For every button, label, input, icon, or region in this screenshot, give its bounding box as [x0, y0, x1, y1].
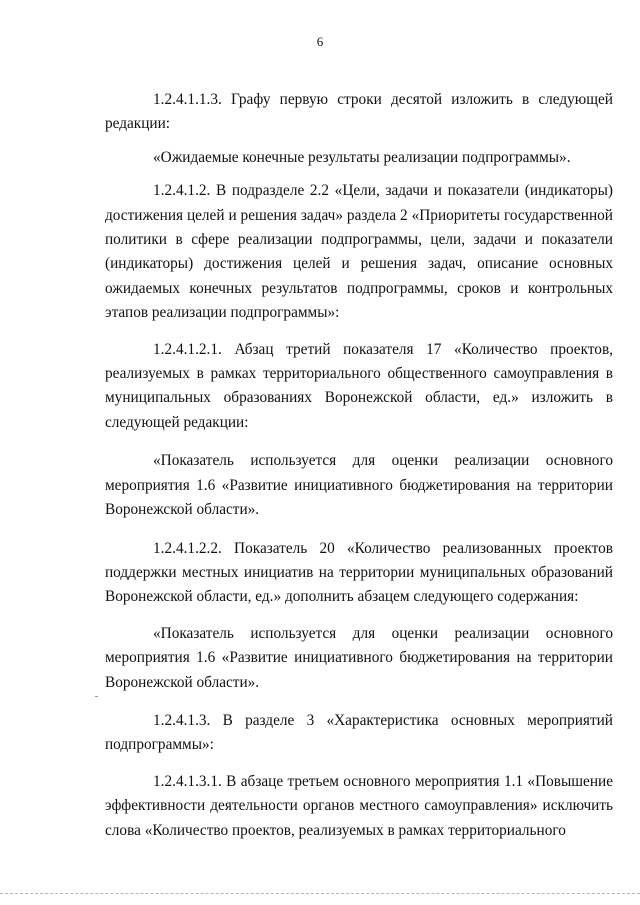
- paragraph-1-2-4-1-2-2: 1.2.4.1.2.2. Показатель 20 «Количество реализованных проектов поддержки местных инициатив на территории муниципальных образований Воронежской области, ед.» дополнить абзацем следующего содержания:: [105, 539, 613, 606]
- page-number: 6: [316, 34, 324, 49]
- paragraph-1-2-4-1-3-1: 1.2.4.1.3.1. В абзаце третьем основного мероприятия 1.1 «Повышение эффективности деятельности органов местного самоуправления» исключить слова «Количество проектов, реализуемых в рамках территориального: [105, 772, 613, 839]
- paragraph-quote-expected-results: «Ожидаемые конечные результаты реализации подпрограммы».: [153, 148, 571, 166]
- paragraph-1-2-4-1-2: 1.2.4.1.2. В подразделе 2.2 «Цели, задачи и показатели (индикаторы) достижения целей и решения задач» раздела 2 «Приоритеты государственной политики в сфере реализации подпрограммы, цели, задачи и показатели (индикаторы) достижения целей и решения задач, описание основных ожидаемых конечных результатов подпрограммы, сроков и контрольных этапов реализации подпрограммы»:: [105, 182, 613, 322]
- document-body: [105, 88, 613, 843]
- paragraph-1-2-4-1-2-1: 1.2.4.1.2.1. Абзац третий показателя 17 «Количество проектов, реализуемых в рамках территориального общественного самоуправления в муниципальных образованиях Воронежской области, ед.» изложить в следующей редакции:: [105, 340, 613, 431]
- paragraph-quote-indicator-20: «Показатель используется для оценки реализации основного мероприятия 1.6 «Развитие инициативного бюджетирования на территории Воронежской области».: [105, 624, 613, 691]
- paragraph-1-2-4-1-3: 1.2.4.1.3. В разделе 3 «Характеристика основных мероприятий подпрограммы»:: [105, 711, 613, 754]
- scan-artifact-mark: [95, 696, 98, 697]
- paragraph-quote-indicator-17: «Показатель используется для оценки реализации основного мероприятия 1.6 «Развитие инициативного бюджетирования на территории Воронежской области».: [105, 452, 613, 519]
- page-bottom-edge: [0, 893, 640, 894]
- paragraph-1-2-4-1-1-3: 1.2.4.1.1.3. Графу первую строки десятой изложить в следующей редакции:: [105, 91, 613, 133]
